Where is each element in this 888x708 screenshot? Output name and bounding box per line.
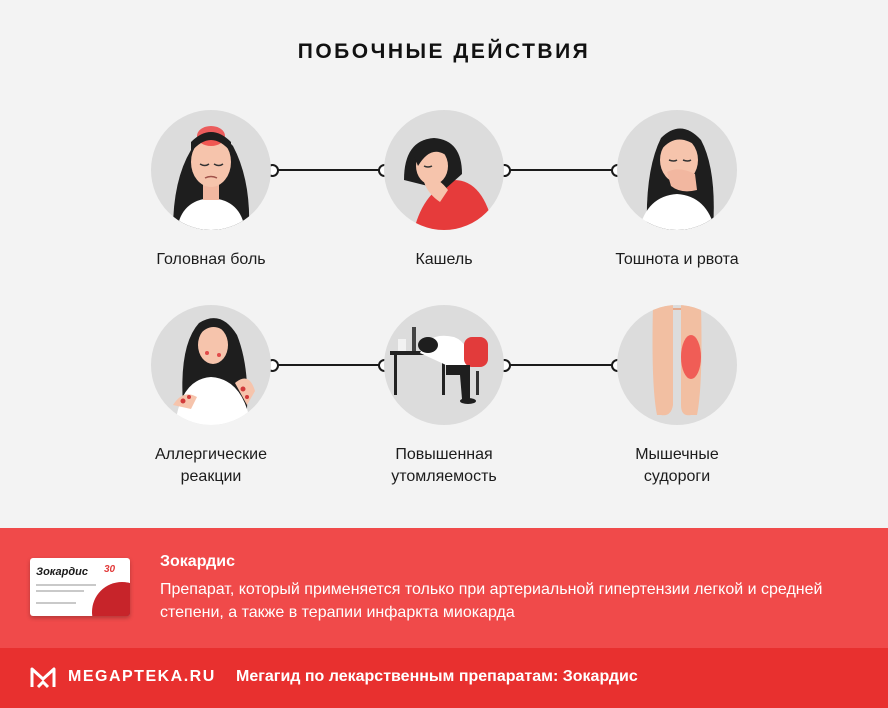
- megapteka-logo-icon: [30, 665, 56, 689]
- footer-bar: [0, 648, 888, 708]
- connector-line: [504, 169, 617, 171]
- leg-cramp-icon: [617, 305, 737, 425]
- logo-text[interactable]: MEGAPTEKA.RU: [68, 668, 216, 685]
- effect-label-cramps: Мышечные судороги: [635, 446, 719, 485]
- connector-line: [271, 364, 384, 366]
- effect-label-fatigue: Повышенная утомляемость: [391, 446, 497, 485]
- drug-pack-image: [30, 558, 130, 616]
- headache-woman-icon: [151, 110, 271, 230]
- footer-caption: Мегагид по лекарственным препаратам: Зокардис: [236, 668, 638, 685]
- coughing-woman-icon: [384, 110, 504, 230]
- drug-info-band: [0, 528, 888, 648]
- effect-label-allergy: Аллергические реакции: [155, 446, 267, 485]
- connector-line: [504, 364, 617, 366]
- effect-label-cough: Кашель: [415, 251, 473, 268]
- tired-woman-desk-icon: [384, 305, 504, 425]
- allergy-rash-woman-icon: [151, 305, 271, 425]
- pack-dose: 30: [104, 564, 116, 575]
- drug-name: Зокардис: [160, 553, 235, 570]
- nausea-woman-icon: [617, 110, 737, 230]
- pack-name: Зокардис: [36, 566, 88, 578]
- effect-label-headache: Головная боль: [156, 251, 266, 268]
- effect-label-nausea: Тошнота и рвота: [615, 251, 739, 268]
- page-title: ПОБОЧНЫЕ ДЕЙСТВИЯ: [297, 40, 591, 63]
- drug-description: Препарат, который применяется только при артериальной гипертензии легкой и средней степени, а также в терапии инфаркта миокарда: [160, 581, 823, 621]
- connector-line: [271, 169, 384, 171]
